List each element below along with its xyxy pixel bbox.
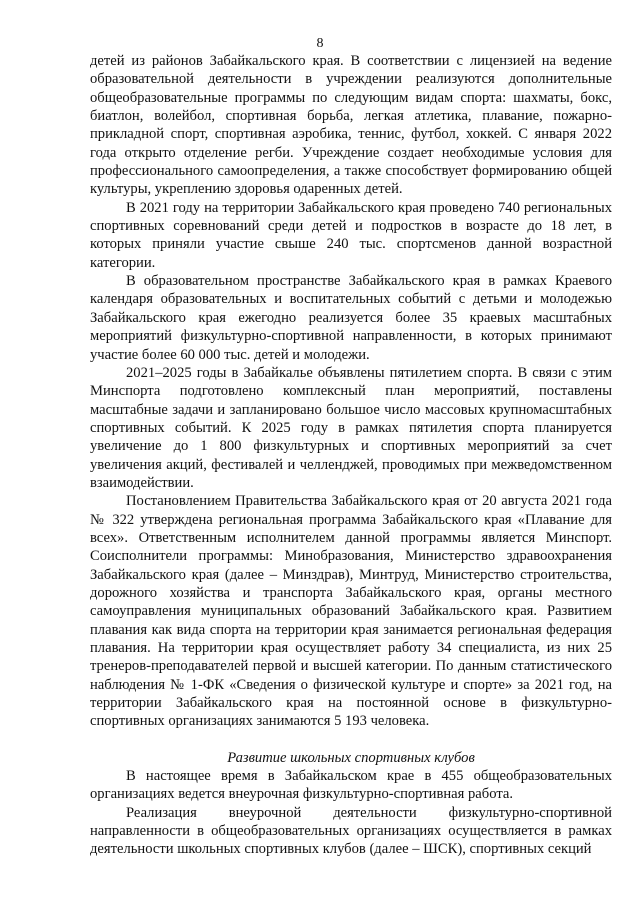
paragraph-continuation: детей из районов Забайкальского края. В соответствии с лицензией на ведение образовательной деятельности в учреждении реализуются дополнительные общеобразовательные программы по следующим видам спорта: шахматы, бокс, биатлон, волейбол, спортивная борьба, легкая атлетика, плавание, пожарно-прикладной спорт, спортивная аэробика, теннис, футбол, хоккей. С января 2022 года открыто отделение регби. Учреждение создает необходимые условия для профессионального самоопределения, а также способствует формированию общей культуры, укреплению здоровья одаренных детей. [90,53,612,198]
section-heading-school-clubs: Развитие школьных спортивных клубов [227,749,475,766]
document-body [90,52,612,859]
page-number: 8 [316,36,324,51]
paragraph-competitions-2021: В 2021 году на территории Забайкальского края проведено 740 региональных спортивных соревнований среди детей и подростков в возрасте до 18 лет, в которых приняли участие свыше 240 тыс. спортсменов данной возрастной категории. [90,199,612,271]
paragraph-educational-events: В образовательном пространстве Забайкальского края в рамках Краевого календаря образовательных и воспитательных событий с детьми и молодежью Забайкальского края ежегодно реализуется более 35 краевых масштабных мероприятий физкультурно-спортивной направленности, в которых принимают участие более 60 000 тыс. детей и молодежи. [90,273,612,363]
paragraph-school-clubs: Реализация внеурочной деятельности физкультурно-спортивной направленности в общеобразовательных организациях осуществляется в рамках деятельности школьных спортивных клубов (далее – ШСК), спортивных секций [90,804,612,858]
paragraph-swimming-program: Постановлением Правительства Забайкальского края от 20 августа 2021 года № 322 утверждена региональная программа Забайкальского края «Плавание для всех». Ответственным исполнителем данной программы является Минспорт. Соисполнители программы: Минобразования, Министерство здравоохранения Забайкальского края (далее – Минздрав), Минтруд, Министерство строительства, дорожного хозяйства и транспорта Забайкальского края, органы местного самоуправления муниципальных образований Забайкальского края. Развитием плавания как вида спорта на территории края занимается региональная федерация плавания. На территории края осуществляет работу 34 специалиста, из них 25 тренеров-преподавателей первой и высшей категории. По данным статистического наблюдения № 1-ФК «Сведения о физической культуре и спорте» за 2021 год, на территории Забайкальского края на постоянной основе в физкультурно-спортивных организациях занимаются 5 193 человека. [90,493,612,730]
paragraph-school-organizations: В настоящее время в Забайкальском крае в 455 общеобразовательных организациях ведется внеурочная физкультурно-спортивная работа. [90,768,612,803]
paragraph-sport-five-years: 2021–2025 годы в Забайкалье объявлены пятилетием спорта. В связи с этим Минспорта подготовлено комплексный план мероприятий, поставлены масштабные задачи и запланировано большое число массовых крупномасштабных спортивных событий. К 2025 году в рамках пятилетия спорта планируется увеличение до 1 800 физкультурных и спортивных мероприятий за счет увеличения акций, фестивалей и челленджей, проводимых при межведомственном взаимодействии. [90,364,612,491]
